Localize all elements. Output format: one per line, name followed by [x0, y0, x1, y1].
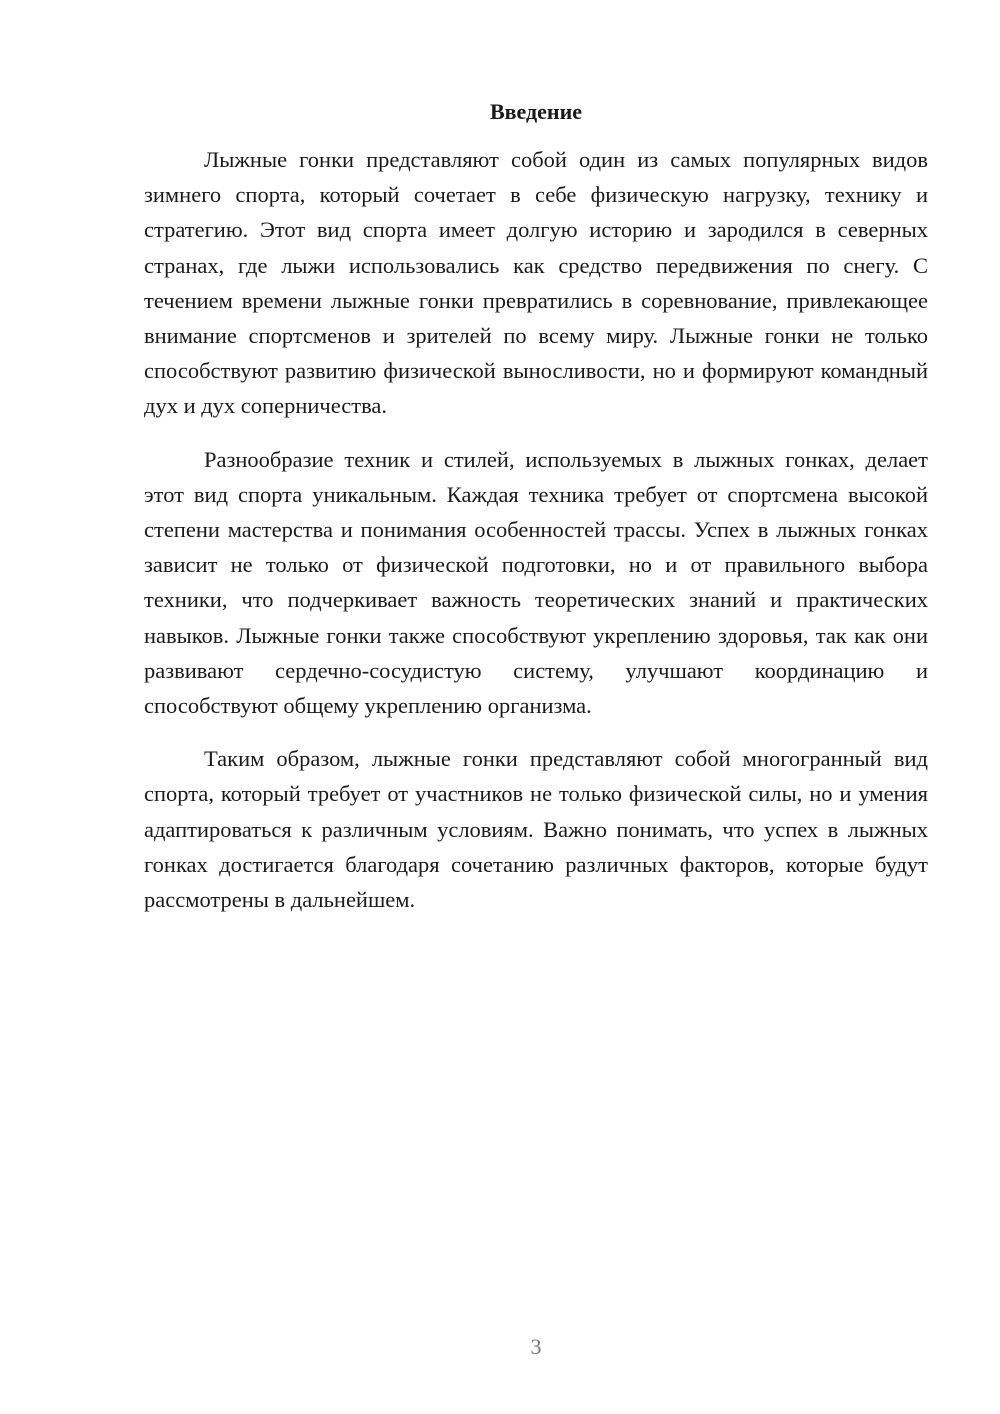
paragraph-3: Таким образом, лыжные гонки представляют собой многогранный вид спорта, который требует от участников не только физической силы, но и умения адаптироваться к различным условиям. Важно понимать, что успех в лыжных гонках достигается благодаря сочетанию различных факторов, которые будут рассмотрены в дальнейшем.: [144, 746, 928, 913]
page-number: 3: [530, 1334, 542, 1359]
section-title: Введение: [489, 99, 583, 124]
paragraph-1: Лыжные гонки представляют собой один из самых популярных видов зимнего спорта, который сочетает в себе физическую нагрузку, технику и стратегию. Этот вид спорта имеет долгую историю и зародился в северных странах, где лыжи использовались как средство передвижения по снегу. С течением времени лыжные гонки превратились в соревнование, привлекающее внимание спортсменов и зрителей по всему миру. Лыжные гонки не только способствуют развитию физической выносливости, но и формируют командный дух и дух соперничества.: [144, 147, 928, 419]
body-text: [144, 142, 928, 935]
paragraph-2: Разнообразие техник и стилей, используемых в лыжных гонках, делает этот вид спорта уникальным. Каждая техника требует от спортсмена высокой степени мастерства и понимания особенностей трассы. Успех в лыжных гонках зависит не только от физической подготовки, но и от правильного выбора техники, что подчеркивает важность теоретических знаний и практических навыков. Лыжные гонки также способствуют укреплению здоровья, так как они развивают сердечно-сосудистую систему, улучшают координацию и способствуют общему укреплению организма.: [144, 446, 928, 719]
